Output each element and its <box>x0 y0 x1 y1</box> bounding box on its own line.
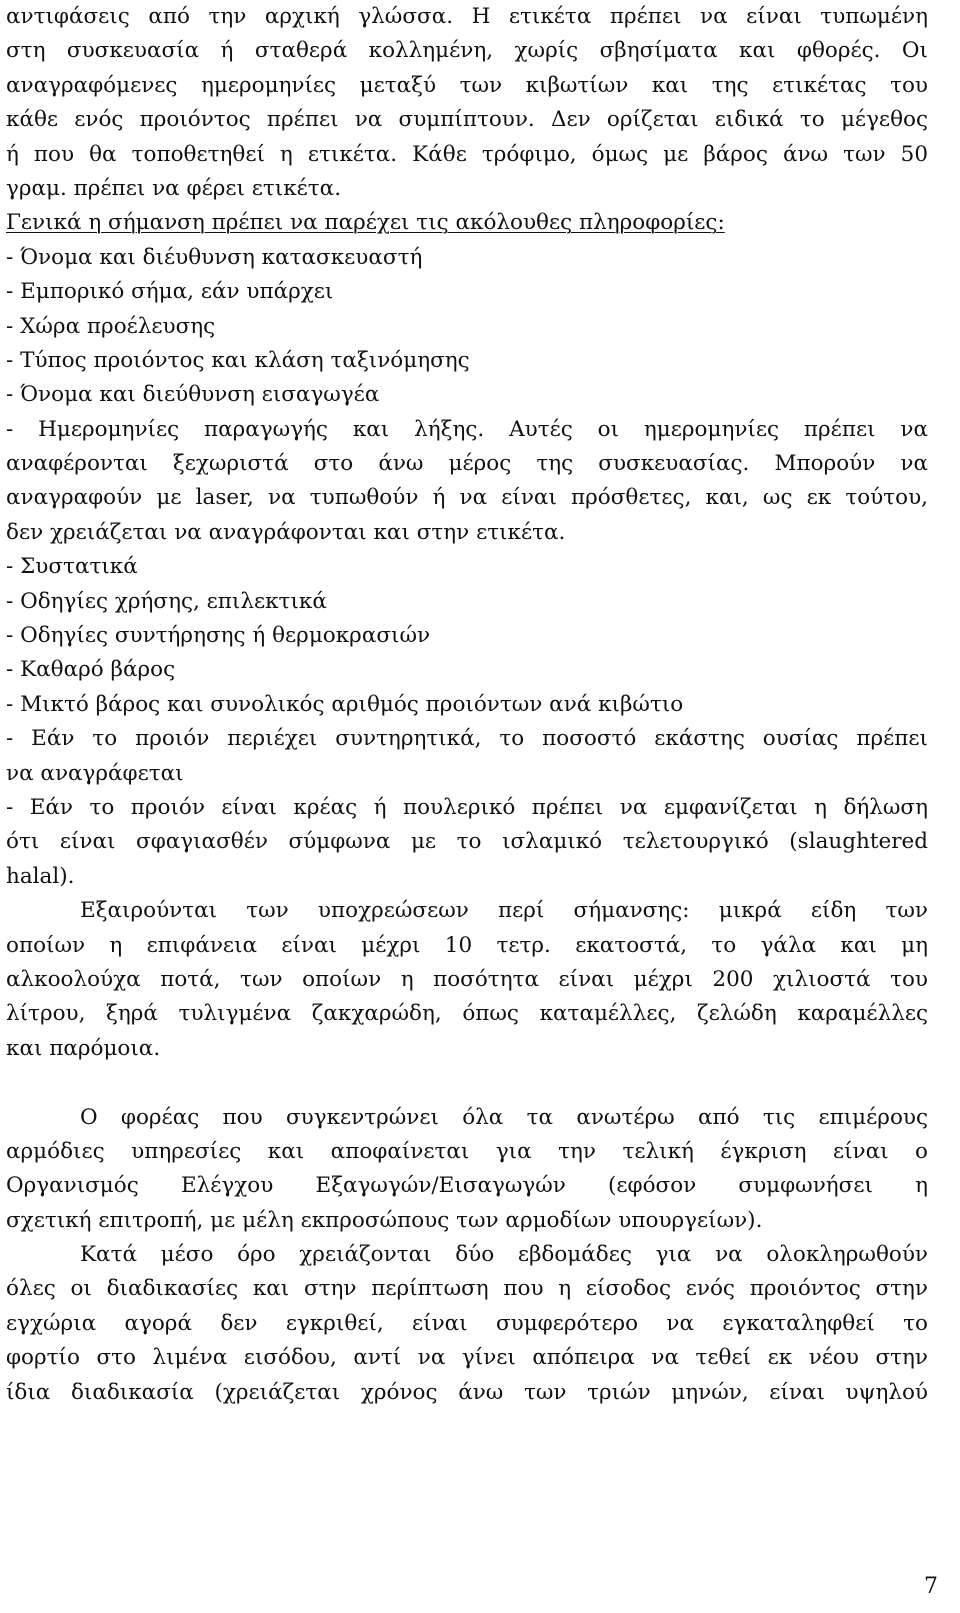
document-page <box>6 0 928 1410</box>
list-item: - Συστατικά <box>6 554 138 580</box>
text-line: στη συσκευασία ή σταθερά κολλημένη, χωρίς σβησίματα και φθορές. Οι <box>6 38 928 64</box>
text-line: ότι είναι σφαγιασθέν σύμφωνα με το ισλαμικό τελετουργικό (slaughtered <box>6 829 928 855</box>
list-item: - Όνομα και διέυθυνση κατασκευαστή <box>6 244 423 270</box>
text-line: να αναγράφεται <box>6 760 184 786</box>
text-line: δεν χρειάζεται να αναγράφονται και στην ετικέτα. <box>6 519 566 545</box>
paragraph-first-line: Εξαιρούνται των υποχρεώσεων περί σήμανσης: μικρά είδη των <box>80 898 928 924</box>
text-line: αναγραφούν με laser, να τυπωθούν ή να είναι πρόσθετες, και, ως εκ τούτου, <box>6 485 928 511</box>
text-line: αλκοολούχα ποτά, των οποίων η ποσότητα είναι μέχρι 200 χιλιοστά του <box>6 966 928 992</box>
text-line: σχετική επιτροπή, με μέλη εκπροσώπους των αρμοδίων υπουργείων). <box>6 1207 763 1233</box>
text-line: ίδια διαδικασία (χρειάζεται χρόνος άνω των τριών μηνών, είναι υψηλού <box>6 1379 928 1405</box>
paragraph-first-line: Κατά μέσο όρο χρειάζονται δύο εβδομάδες για να ολοκληρωθούν <box>80 1242 928 1268</box>
list-item: - Εάν το προιόν είναι κρέας ή πουλερικό πρέπει να εμφανίζεται η δήλωση <box>6 794 928 820</box>
text-line: όλες οι διαδικασίες και στην περίπτωση που η είσοδος ενός προιόντος στην <box>6 1276 928 1302</box>
list-item: - Όνομα και διεύθυνση εισαγωγέα <box>6 382 380 408</box>
list-item: - Ημερομηνίες παραγωγής και λήξης. Αυτές οι ημερομηνίες πρέπει να <box>6 416 928 442</box>
paragraph-gap <box>6 1066 928 1100</box>
text-line: halal). <box>6 863 75 889</box>
list-item: - Οδηγίες χρήσης, επιλεκτικά <box>6 588 327 614</box>
section-heading: Γενικά η σήμανση πρέπει να παρέχει τις ακόλουθες πληροφορίες: <box>6 210 725 236</box>
text-line: αναγραφόμενες ημερομηνίες μεταξύ των κιβωτίων και της ετικέτας του <box>6 72 928 98</box>
text-line: οποίων η επιφάνεια είναι μέχρι 10 τετρ. εκατοστά, το γάλα και μη <box>6 932 928 958</box>
page-number: 7 <box>924 1574 938 1599</box>
text-line: γραμ. πρέπει να φέρει ετικέτα. <box>6 175 342 201</box>
text-line: ή που θα τοποθετηθεί η ετικέτα. Κάθε τρόφιμο, όμως με βάρος άνω των 50 <box>6 141 928 167</box>
text-line: κάθε ενός προιόντος πρέπει να συμπίπτουν. Δεν ορίζεται ειδικά το μέγεθος <box>6 107 928 133</box>
text-line: αρμόδιες υπηρεσίες και αποφαίνεται για την τελική έγκριση είναι ο <box>6 1138 928 1164</box>
text-line: και παρόμοια. <box>6 1035 161 1061</box>
text-line: λίτρου, ξηρά τυλιγμένα ζακχαρώδη, όπως καταμέλλες, ζελώδη καραμέλλες <box>6 1001 928 1027</box>
list-item: - Καθαρό βάρος <box>6 657 176 683</box>
text-line: Οργανισμός Ελέγχου Εξαγωγών/Εισαγωγών (εφόσον συμφωνήσει η <box>6 1173 928 1199</box>
text-line: αναφέρονται ξεχωριστά στο άνω μέρος της συσκευασίας. Μπορούν να <box>6 451 928 477</box>
list-item: - Οδηγίες συντήρησης ή θερμοκρασιών <box>6 623 431 649</box>
text-line: αντιφάσεις από την αρχική γλώσσα. Η ετικέτα πρέπει να είναι τυπωμένη <box>6 4 928 29</box>
list-item: - Τύπος προιόντος και κλάση ταξινόμησης <box>6 347 470 373</box>
list-item: - Εμπορικό σήμα, εάν υπάρχει <box>6 279 334 305</box>
list-item: - Μικτό βάρος και συνολικός αριθμός προιόντων ανά κιβώτιο <box>6 691 684 717</box>
paragraph-first-line: Ο φορέας που συγκεντρώνει όλα τα ανωτέρω από τις επιμέρους <box>80 1104 928 1130</box>
text-line: εγχώρια αγορά δεν εγκριθεί, είναι συμφερότερο να εγκαταληφθεί το <box>6 1310 928 1336</box>
list-item: - Χώρα προέλευσης <box>6 313 216 339</box>
list-item: - Εάν το προιόν περιέχει συντηρητικά, το ποσοστό εκάστης ουσίας πρέπει <box>6 726 928 752</box>
text-line: φορτίο στο λιμένα εισόδου, αντί να γίνει απόπειρα να τεθεί εκ νέου στην <box>6 1345 928 1371</box>
